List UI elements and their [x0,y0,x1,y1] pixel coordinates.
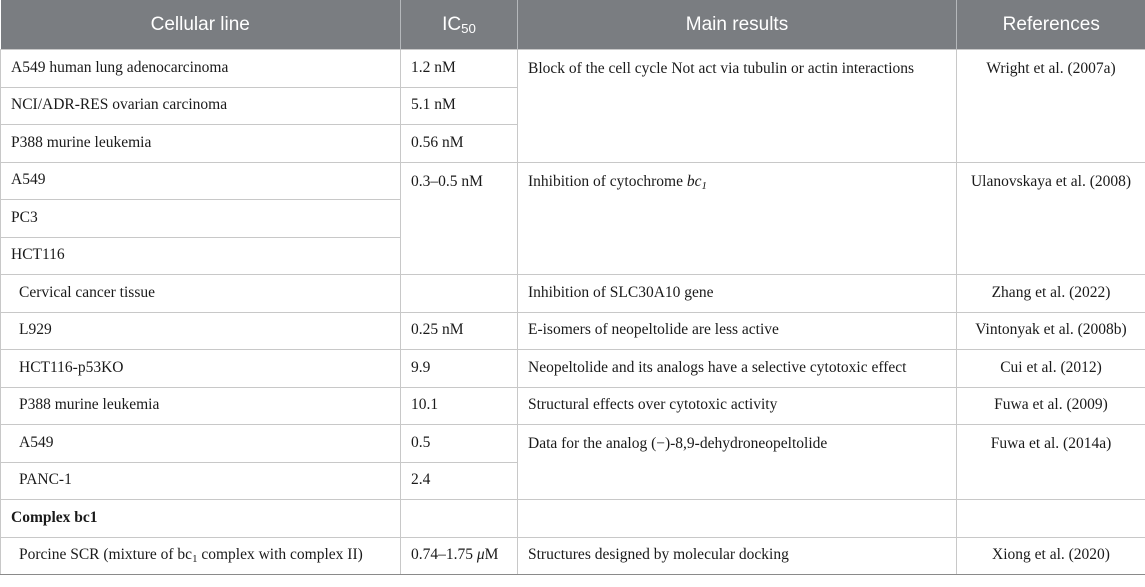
cell-line: A549 [1,162,401,200]
cell-ic50: 0.3–0.5 nM [401,162,518,275]
table-row [1,275,1145,313]
cell-ic50 [401,537,518,575]
cell-line: P388 murine leukemia [1,387,401,425]
table-row [1,500,1145,538]
line-text: Porcine SCR (mixture of bc [19,545,193,563]
cell-result: Structural effects over cytotoxic activity [518,387,957,425]
cell-ic50: 2.4 [401,462,518,500]
cell-reference: Wright et al. (2007a) [957,50,1145,163]
cell-reference: Zhang et al. (2022) [957,275,1145,313]
header-ic50 [401,0,518,50]
cell-reference: Xiong et al. (2020) [957,537,1145,575]
cell-line: A549 human lung adenocarcinoma [1,50,401,88]
line-text-tail: complex with complex II) [197,545,363,563]
cell-reference: Fuwa et al. (2009) [957,387,1145,425]
cell-line: NCI/ADR-RES ovarian carcinoma [1,87,401,125]
cell-section-heading: Complex bc1 [1,500,401,538]
header-ic50-sub: 50 [461,20,476,36]
cell-line: L929 [1,312,401,350]
cell-result: Structures designed by molecular docking [518,537,957,575]
cell-ic50: 1.2 nM [401,50,518,88]
cell-ic50: 0.25 nM [401,312,518,350]
header-cellular-line: Cellular line [1,0,401,50]
cell-reference: Cui et al. (2012) [957,350,1145,388]
cell-reference: Ulanovskaya et al. (2008) [957,162,1145,275]
table-row [1,50,1145,88]
cell-line: PC3 [1,200,401,238]
ic50-unit: M [484,546,499,564]
cell-line [1,537,401,575]
header-ic50-main: IC [442,13,462,35]
cell-line: HCT116 [1,237,401,275]
table-row [1,350,1145,388]
cell-line: HCT116-p53KO [1,350,401,388]
cell-reference: Vintonyak et al. (2008b) [957,312,1145,350]
table-row [1,537,1145,575]
cell-result: Data for the analog (−)-8,9-dehydroneopeltolide [518,425,957,500]
cell-line: P388 murine leukemia [1,125,401,163]
header-references: References [957,0,1145,50]
table-header-row [1,0,1145,50]
cell-line: A549 [1,425,401,463]
line-subscript: 1 [192,552,198,565]
cell-ic50 [401,500,518,538]
cell-result: Neopeltolide and its analogs have a selective cytotoxic effect [518,350,957,388]
result-italic: bc [686,172,702,190]
ic50-value: 0.74–1.75 [411,546,477,564]
cell-result: Block of the cell cycle Not act via tubulin or actin interactions [518,50,957,163]
cell-reference: Fuwa et al. (2014a) [957,425,1145,500]
result-text: Inhibition of cytochrome [528,172,687,190]
cell-line: Cervical cancer tissue [1,275,401,313]
result-subscript: 1 [701,179,707,192]
cell-ic50: 9.9 [401,350,518,388]
cell-result [518,162,957,275]
cell-ic50: 5.1 nM [401,87,518,125]
cell-result [518,500,957,538]
header-main-results: Main results [518,0,957,50]
cell-reference [957,500,1145,538]
table-row [1,387,1145,425]
cell-result: E-isomers of neopeltolide are less active [518,312,957,350]
cell-line: PANC-1 [1,462,401,500]
ic50-unit-micro: μ [476,546,485,564]
table-row [1,312,1145,350]
cell-result: Inhibition of SLC30A10 gene [518,275,957,313]
cell-ic50: 10.1 [401,387,518,425]
table-row [1,425,1145,463]
table-row [1,162,1145,200]
cell-ic50: 0.56 nM [401,125,518,163]
cell-ic50 [401,275,518,313]
cell-ic50: 0.5 [401,425,518,463]
